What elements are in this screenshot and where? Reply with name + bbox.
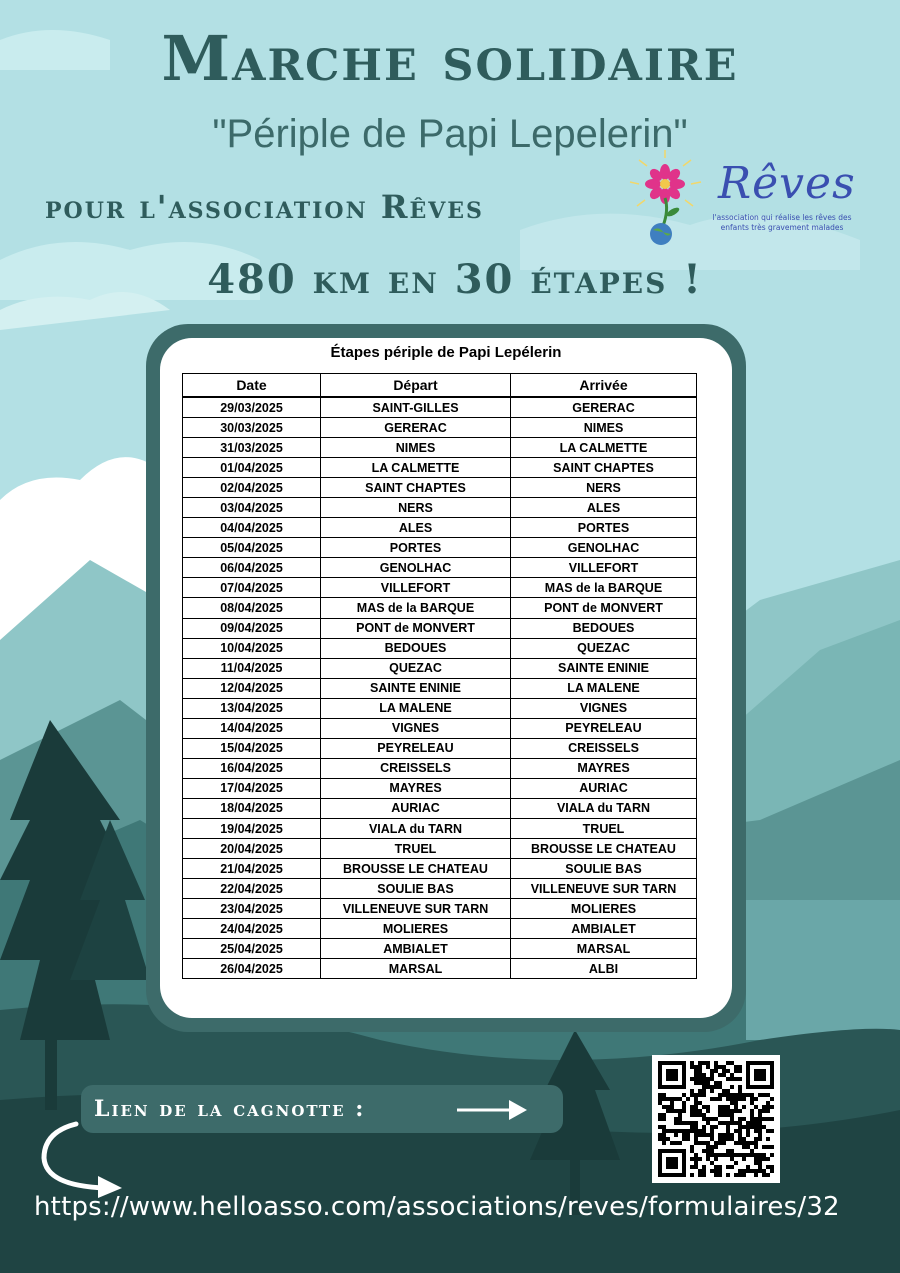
- date-cell: 07/04/2025: [183, 578, 321, 598]
- arrivee-cell: PONT de MONVERT: [511, 598, 697, 618]
- depart-cell: SOULIE BAS: [321, 879, 511, 899]
- distance-line: 480 km en 30 étapes !: [207, 256, 703, 303]
- table-row: [183, 498, 697, 518]
- table-title: Étapes périple de Papi Lepélerin: [330, 344, 562, 361]
- table-row: [183, 778, 697, 798]
- depart-cell: MAS de la BARQUE: [321, 598, 511, 618]
- date-cell: 20/04/2025: [183, 839, 321, 859]
- date-cell: 29/03/2025: [183, 397, 321, 418]
- arrivee-cell: MAYRES: [511, 758, 697, 778]
- date-cell: 31/03/2025: [183, 438, 321, 458]
- date-cell: 21/04/2025: [183, 859, 321, 879]
- table-row: [183, 558, 697, 578]
- arrivee-cell: CREISSELS: [511, 738, 697, 758]
- depart-cell: MAYRES: [321, 778, 511, 798]
- depart-cell: PONT de MONVERT: [321, 618, 511, 638]
- arrivee-cell: VILLENEUVE SUR TARN: [511, 879, 697, 899]
- arrivee-cell: TRUEL: [511, 818, 697, 838]
- cagnotte-label: Lien de la cagnotte :: [94, 1096, 366, 1122]
- depart-cell: MOLIERES: [321, 919, 511, 939]
- depart-cell: CREISSELS: [321, 758, 511, 778]
- table-row: [183, 839, 697, 859]
- depart-cell: BEDOUES: [321, 638, 511, 658]
- date-cell: 05/04/2025: [183, 538, 321, 558]
- table-row: [183, 859, 697, 879]
- date-cell: 04/04/2025: [183, 518, 321, 538]
- arrivee-cell: MARSAL: [511, 939, 697, 959]
- table-header-row: [183, 374, 697, 398]
- date-cell: 11/04/2025: [183, 658, 321, 678]
- table-row: [183, 678, 697, 698]
- date-cell: 01/04/2025: [183, 458, 321, 478]
- cagnotte-link[interactable]: https://www.helloasso.com/associations/reves/formulaires/32: [34, 1192, 840, 1222]
- depart-cell: SAINT-GILLES: [321, 397, 511, 418]
- table-row: [183, 618, 697, 638]
- table-row: [183, 738, 697, 758]
- table-row: [183, 939, 697, 959]
- brand-logo-word: Rêves: [718, 158, 856, 209]
- table-row: [183, 818, 697, 838]
- date-cell: 12/04/2025: [183, 678, 321, 698]
- stages-table: [182, 373, 697, 979]
- date-cell: 16/04/2025: [183, 758, 321, 778]
- depart-cell: VIGNES: [321, 718, 511, 738]
- table-row: [183, 418, 697, 438]
- table-row: [183, 538, 697, 558]
- arrivee-cell: BEDOUES: [511, 618, 697, 638]
- date-cell: 14/04/2025: [183, 718, 321, 738]
- column-header: Date: [183, 374, 321, 398]
- curved-arrow-icon: [36, 1118, 136, 1200]
- arrivee-cell: SAINTE ENINIE: [511, 658, 697, 678]
- depart-cell: PEYRELEAU: [321, 738, 511, 758]
- arrivee-cell: LA CALMETTE: [511, 438, 697, 458]
- date-cell: 24/04/2025: [183, 919, 321, 939]
- arrivee-cell: AURIAC: [511, 778, 697, 798]
- depart-cell: QUEZAC: [321, 658, 511, 678]
- date-cell: 15/04/2025: [183, 738, 321, 758]
- arrivee-cell: GENOLHAC: [511, 538, 697, 558]
- depart-cell: LA MALENE: [321, 698, 511, 718]
- table-row: [183, 899, 697, 919]
- page-title: Marche solidaire: [161, 22, 739, 95]
- table-row: [183, 397, 697, 418]
- date-cell: 17/04/2025: [183, 778, 321, 798]
- arrivee-cell: ALES: [511, 498, 697, 518]
- arrivee-cell: BROUSSE LE CHATEAU: [511, 839, 697, 859]
- arrivee-cell: NERS: [511, 478, 697, 498]
- depart-cell: NERS: [321, 498, 511, 518]
- date-cell: 09/04/2025: [183, 618, 321, 638]
- depart-cell: BROUSSE LE CHATEAU: [321, 859, 511, 879]
- arrivee-cell: SOULIE BAS: [511, 859, 697, 879]
- date-cell: 13/04/2025: [183, 698, 321, 718]
- depart-cell: LA CALMETTE: [321, 458, 511, 478]
- table-row: [183, 638, 697, 658]
- table-row: [183, 698, 697, 718]
- depart-cell: PORTES: [321, 538, 511, 558]
- depart-cell: TRUEL: [321, 839, 511, 859]
- arrivee-cell: MAS de la BARQUE: [511, 578, 697, 598]
- date-cell: 26/04/2025: [183, 959, 321, 979]
- table-row: [183, 458, 697, 478]
- depart-cell: SAINTE ENINIE: [321, 678, 511, 698]
- table-row: [183, 478, 697, 498]
- association-line: pour l'association Rêves: [45, 188, 484, 226]
- arrivee-cell: QUEZAC: [511, 638, 697, 658]
- arrivee-cell: PEYRELEAU: [511, 718, 697, 738]
- depart-cell: VIALA du TARN: [321, 818, 511, 838]
- arrivee-cell: NIMES: [511, 418, 697, 438]
- table-row: [183, 598, 697, 618]
- date-cell: 19/04/2025: [183, 818, 321, 838]
- depart-cell: ALES: [321, 518, 511, 538]
- date-cell: 25/04/2025: [183, 939, 321, 959]
- brand-tagline: l'association qui réalise les rêves des enfants très gravement malades: [712, 213, 852, 232]
- date-cell: 30/03/2025: [183, 418, 321, 438]
- table-row: [183, 578, 697, 598]
- table-body: [183, 397, 697, 979]
- arrivee-cell: VIALA du TARN: [511, 798, 697, 818]
- table-row: [183, 438, 697, 458]
- depart-cell: AURIAC: [321, 798, 511, 818]
- depart-cell: AMBIALET: [321, 939, 511, 959]
- depart-cell: GERERAC: [321, 418, 511, 438]
- arrivee-cell: VIGNES: [511, 698, 697, 718]
- depart-cell: MARSAL: [321, 959, 511, 979]
- date-cell: 06/04/2025: [183, 558, 321, 578]
- page-subtitle: "Périple de Papi Lepelerin": [212, 112, 688, 156]
- arrivee-cell: GERERAC: [511, 397, 697, 418]
- column-header: Départ: [321, 374, 511, 398]
- date-cell: 23/04/2025: [183, 899, 321, 919]
- arrivee-cell: SAINT CHAPTES: [511, 458, 697, 478]
- arrivee-cell: MOLIERES: [511, 899, 697, 919]
- depart-cell: VILLEFORT: [321, 578, 511, 598]
- arrivee-cell: AMBIALET: [511, 919, 697, 939]
- date-cell: 08/04/2025: [183, 598, 321, 618]
- date-cell: 22/04/2025: [183, 879, 321, 899]
- table-row: [183, 879, 697, 899]
- date-cell: 10/04/2025: [183, 638, 321, 658]
- table-row: [183, 798, 697, 818]
- table-row: [183, 718, 697, 738]
- date-cell: 03/04/2025: [183, 498, 321, 518]
- depart-cell: VILLENEUVE SUR TARN: [321, 899, 511, 919]
- column-header: Arrivée: [511, 374, 697, 398]
- table-row: [183, 758, 697, 778]
- arrow-right-icon: [455, 1096, 530, 1124]
- arrivee-cell: VILLEFORT: [511, 558, 697, 578]
- depart-cell: NIMES: [321, 438, 511, 458]
- table-row: [183, 658, 697, 678]
- qr-code-icon[interactable]: [652, 1055, 780, 1183]
- date-cell: 02/04/2025: [183, 478, 321, 498]
- arrivee-cell: PORTES: [511, 518, 697, 538]
- arrivee-cell: LA MALENE: [511, 678, 697, 698]
- depart-cell: SAINT CHAPTES: [321, 478, 511, 498]
- table-row: [183, 919, 697, 939]
- table-row: [183, 518, 697, 538]
- date-cell: 18/04/2025: [183, 798, 321, 818]
- depart-cell: GENOLHAC: [321, 558, 511, 578]
- table-row: [183, 959, 697, 979]
- arrivee-cell: ALBI: [511, 959, 697, 979]
